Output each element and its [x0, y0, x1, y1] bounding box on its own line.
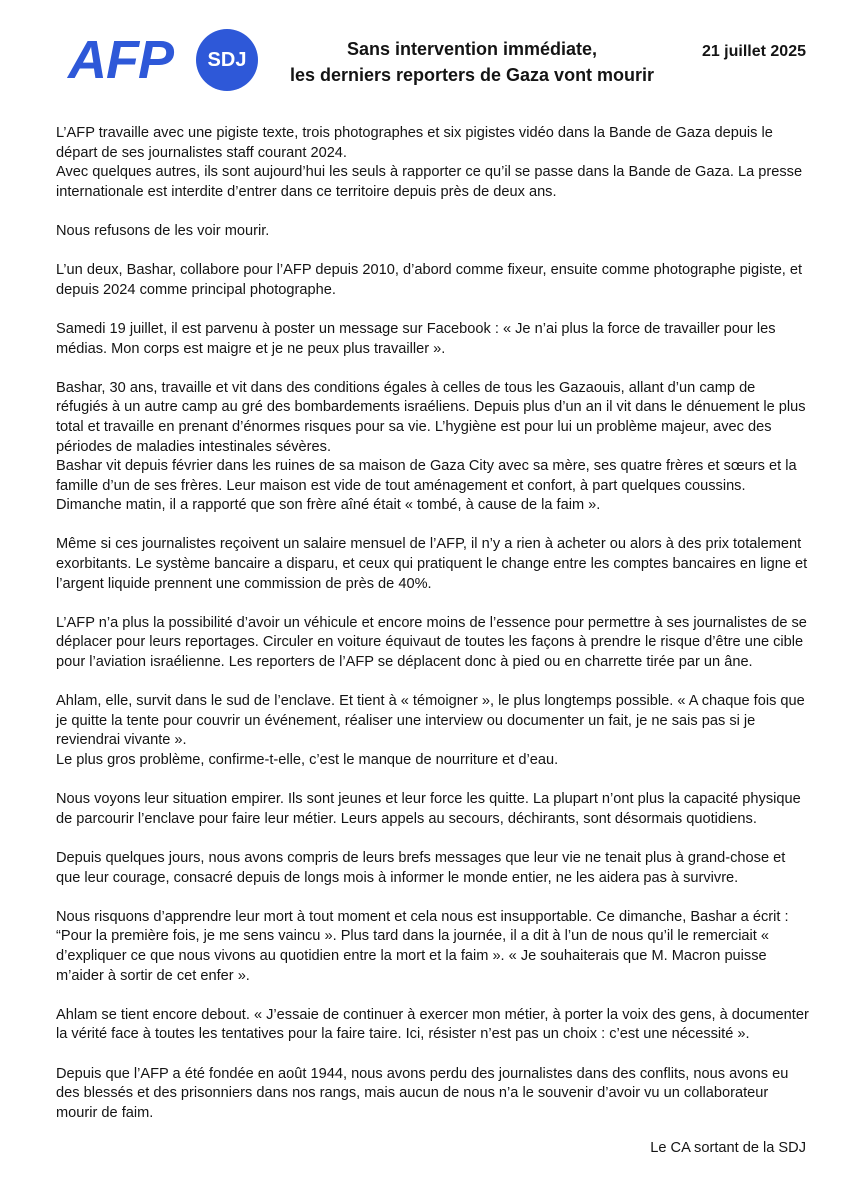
paragraph: Samedi 19 juillet, il est parvenu à poster un message sur Facebook : « Je n’ai plus la force de travailler pour les médias. Mon corps est maigre et je ne peux plus travailler ». [56, 320, 776, 357]
sdj-logo-badge [196, 29, 258, 91]
paragraph: Ahlam, elle, survit dans le sud de l’enclave. Et tient à « témoigner », le plus longtemps possible. « A chaque fois que je quitte la tente pour couvrir un événement, réaliser une interview ou documenter un fait, je ne sais pas si je reviendrai vivante ». Le plus gros problème, confirme-t-elle, c’est le manque de nourriture et d’eau. [56, 693, 805, 768]
paragraph: Nous refusons de les voir mourir. [56, 222, 270, 239]
document-title [262, 36, 682, 88]
document-body [56, 124, 810, 1143]
paragraph: Ahlam se tient encore debout. « J’essaie de continuer à exercer mon métier, à porter la voix des gens, à documenter la vérité face à toutes les tentatives pour la faire taire. Ici, résister n’est pas un choix : c’est une nécessité ». [56, 1006, 809, 1043]
paragraph: Nous voyons leur situation empirer. Ils sont jeunes et leur force les quitte. La plupart n’ont plus la capacité physique de parcourir l’enclave pour faire leur métier. Leurs appels au secours, déchirants, sont désormais quotidiens. [56, 791, 801, 827]
paragraph: L’AFP n’a plus la possibilité d’avoir un véhicule et encore moins de l’essence pour permettre à ses journalistes de se déplacer pour leurs reportages. Circuler en voiture équivaut de toutes les façons à prendre le risque d’être une cible pour l’aviation israélienne. Les reporters de l’AFP se déplacent donc à pied ou en charrette tirée par un âne. [56, 614, 807, 671]
paragraph: Nous risquons d’apprendre leur mort à tout moment et cela nous est insupportable. Ce dimanche, Bashar a écrit : “Pour la première fois, je me sens vaincu ». Plus tard dans la journée, il a dit à l’un de nous qu’il le remerciait « d’expliquer ce que nous vivons au quotidien entre la mort et la faim ». « Je souhaiterais que M. Macron puisse m’aider à sortir de cet enfer ». [56, 908, 789, 984]
paragraph: L’AFP travaille avec une pigiste texte, trois photographes et six pigistes vidéo dans la Bande de Gaza depuis le départ de ses journalistes staff courant 2024. Avec quelques autres, ils sont aujourd’hui les seuls à rapporter ce qu’il se passe dans la Bande de Gaza. La presse internationale est interdite d’entrer dans ce territoire depuis près de deux ans. [56, 125, 803, 200]
afp-logo: AFP [68, 30, 173, 90]
signature: Le CA sortant de la SDJ [650, 1140, 806, 1156]
paragraph: L’un deux, Bashar, collabore pour l’AFP depuis 2010, d’abord comme fixeur, ensuite comme photographe pigiste, et depuis 2024 comme principal photographe. [56, 262, 803, 298]
paragraph: Bashar, 30 ans, travaille et vit dans des conditions égales à celles de tous les Gazaouis, allant d’un camp de réfugiés à un autre camp au gré des bombardements israéliens. Depuis plus d’un an il vit dans le dénuement le plus total et travaille en prenant d’énormes risques pour sa vie. L’hygiène est pour lui un problème majeur, avec des périodes de maladies intestinales sévères. Bashar vit depuis février dans les ruines de sa maison de Gaza City avec sa mère, ses quatre frères et sœurs et la famille d’un de ses frères. Leur maison est vide de tout aménagement et confort, à part quelques coussins. Dimanche matin, il a rapporté que son frère aîné était « tombé, à cause de la faim ». [56, 379, 806, 514]
paragraph: Depuis que l’AFP a été fondée en août 1944, nous avons perdu des journalistes dans des conflits, nous avons eu des blessés et des prisonniers dans nos rangs, mais aucun de nous n’a le souvenir d’avoir vu un collaborateur mourir de faim. [56, 1065, 789, 1121]
title-line-2: les derniers reporters de Gaza vont mourir [289, 65, 655, 85]
paragraph: Depuis quelques jours, nous avons compris de leurs brefs messages que leur vie ne tenait plus à grand-chose et que leur courage, consacré depuis de longs mois à informer le monde entier, ne les aidera pas à survivre. [56, 849, 786, 886]
document-date: 21 juillet 2025 [701, 43, 806, 60]
sdj-logo-text: SDJ [207, 48, 247, 71]
title-line-1: Sans intervention immédiate, [346, 39, 598, 59]
paragraph: Même si ces journalistes reçoivent un salaire mensuel de l’AFP, il n’y a rien à acheter ou alors à des prix totalement exorbitants. Le système bancaire a disparu, et ceux qui pratiquent le change entre les comptes bancaires en ligne et l’argent liquide prennent une commission de près de 40%. [56, 536, 808, 592]
